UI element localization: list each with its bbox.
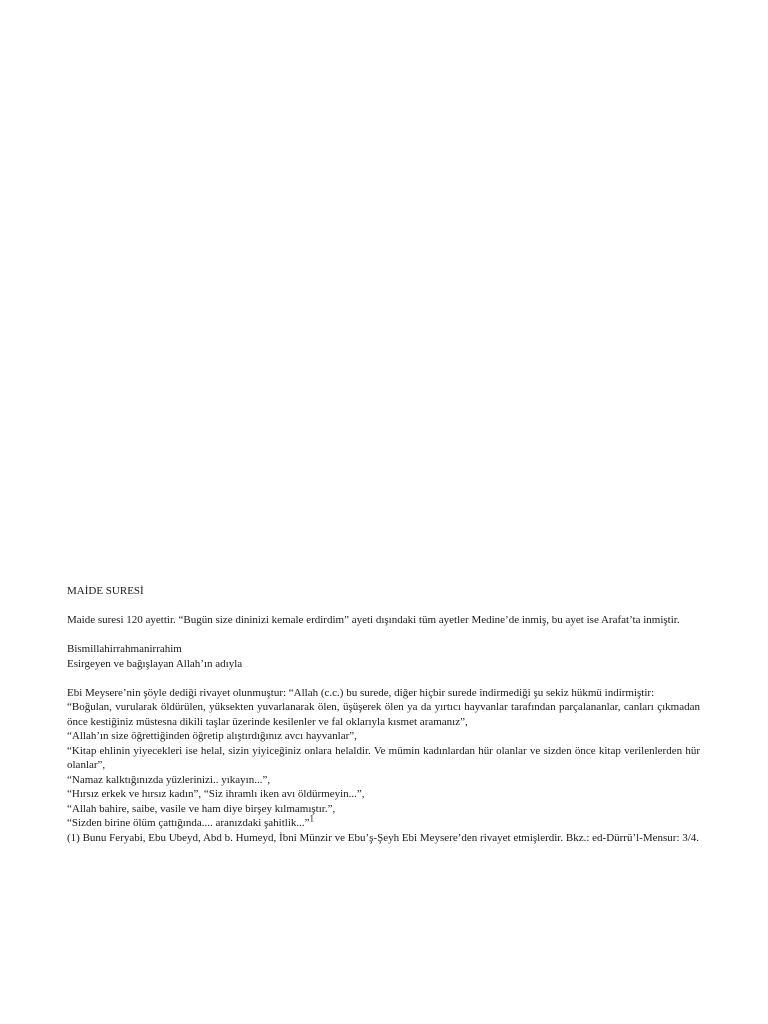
surah-title: MAİDE SURESİ — [67, 585, 144, 597]
ruling-item: “Boğulan, vurularak öldürülen, yüksekten yuvarlanarak ölen, üşüşerek ölen ya da yırtıcı hayvanlar tarafından parçalananlar, canları çıkmadan önce kestiğiniz müstesna dikili taşlar üzerinde kesilenler ve fal oklarıyla kısmet aramanız”, — [67, 701, 700, 728]
basmala: Bismillahirrahmanirrahim — [67, 643, 182, 655]
spacer — [67, 628, 700, 643]
basmala-translation: Esirgeyen ve bağışlayan Allah’ın adıyla — [67, 657, 243, 670]
ruling-last-text: “Sizden birine ölüm çattığında.... aranızdaki şahitlik...” — [67, 817, 310, 829]
ruling-item: “Hırsız erkek ve hırsız kadın”, “Siz ihramlı iken avı öldürmeyin...”, — [67, 788, 365, 800]
spacer — [67, 599, 700, 614]
ruling-item: “Allah bahire, saibe, vasile ve ham diye birşey kılmamıştır.”, — [67, 802, 336, 815]
ruling-item: “Kitap ehlinin yiyecekleri ise helal, sizin yiyiceğiniz onlara helaldir. Ve mümin kadınlardan hür olanlar ve sizden önce kitap verilenlerden hür olanlar”, — [67, 744, 700, 771]
document-body — [67, 584, 700, 845]
ruling-item: “Namaz kalktığınızda yüzlerinizi.. yıkayın...”, — [67, 773, 271, 786]
ruling-item-last — [67, 813, 700, 831]
narration-intro: Ebi Meysere’nin şöyle dediği rivayet olunmuştur: “Allah (c.c.) bu surede, diğer hiçbir surede indirmediği şu sekiz hükmü indirmiştir: — [67, 686, 655, 699]
footnote: (1) Bunu Feryabi, Ebu Ubeyd, Abd b. Humeyd, İbni Münzir ve Ebu’ş-Şeyh Ebi Meysere’den rivayet etmişlerdir. Bkz.: ed-Dürrü’l-Mensur: 3/4. — [67, 831, 700, 844]
ruling-item: “Allah’ın size öğrettiğinden öğretip alıştırdığınız avcı hayvanlar”, — [67, 730, 357, 742]
footnote-marker[interactable]: 1 — [309, 813, 315, 824]
spacer — [67, 671, 700, 686]
intro-paragraph: Maide suresi 120 ayettir. “Bugün size dininizi kemale erdirdim” ayeti dışındaki tüm ayetler Medine’de inmiş, bu ayet ise Arafat’ta inmiştir. — [67, 614, 680, 626]
